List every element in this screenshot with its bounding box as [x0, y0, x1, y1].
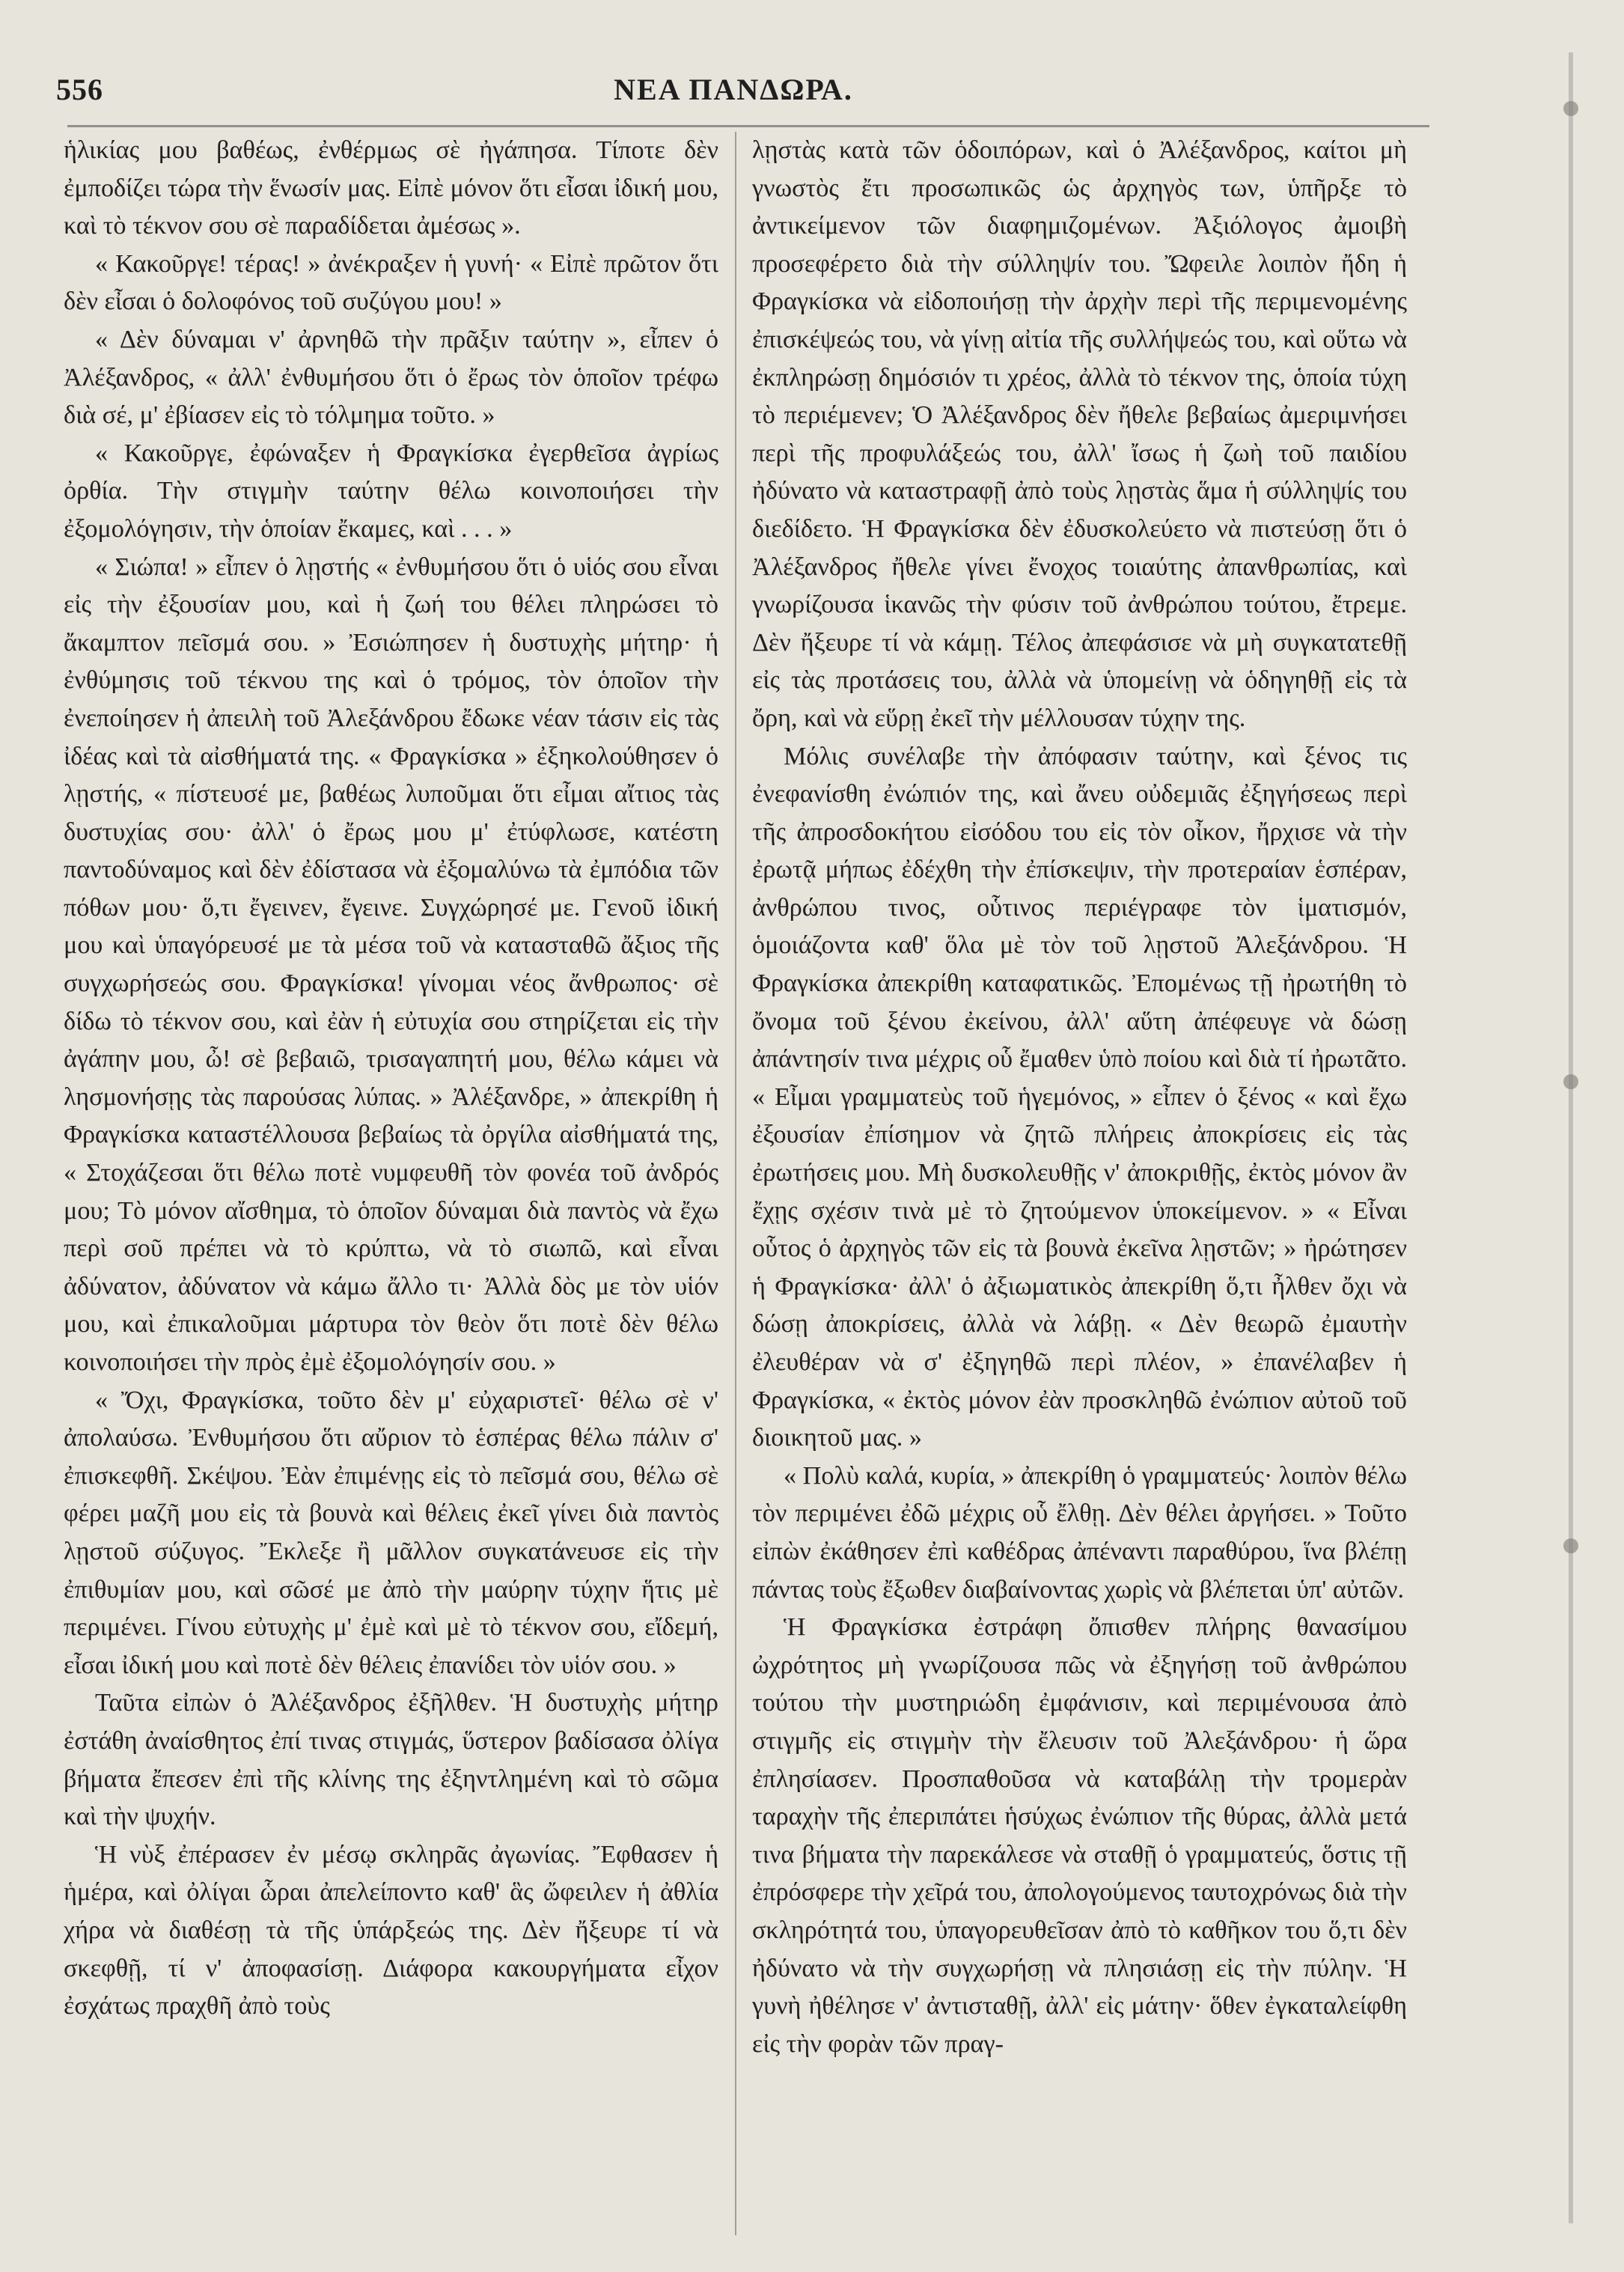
left-paragraph-4: « Κακοῦργε, ἐφώναξεν ἡ Φραγκίσκα ἐγερθεῖσα ἀγρίως ὀρθία. Τὴν στιγμὴν ταύτην θέλω κοινοποιήσει τὴν ἐξομολόγησιν, τὴν ὁποίαν ἔκαμες, καὶ . . . »: [64, 439, 718, 543]
page-number: 556: [56, 73, 103, 106]
left-column: [64, 132, 718, 2235]
running-title: ΝΕΑ ΠΑΝΔΩΡΑ.: [614, 73, 853, 106]
left-paragraph-3: « Δὲν δύναμαι ν' ἀρνηθῶ τὴν πρᾶξιν ταύτην », εἶπεν ὁ Ἀλέξανδρος, « ἀλλ' ἐνθυμήσου ὅτι ὁ ἔρως τὸν ὁποῖον τρέφω διὰ σέ, μ' ἐβίασεν εἰς τὸ τόλμημα τοῦτο. »: [64, 325, 718, 430]
left-paragraph-1: ἡλικίας μου βαθέως, ἐνθέρμως σὲ ἠγάπησα. Τίποτε δὲν ἐμποδίζει τώρα τὴν ἕνωσίν μας. Εἰπὲ μόνον ὅτι εἶσαι ἰδική μου, καὶ τὸ τέκνον σου σὲ παραδίδεται ἀμέσως ».: [64, 136, 718, 240]
left-paragraph-5: « Σιώπα! » εἶπεν ὁ λῃστής « ἐνθυμήσου ὅτι ὁ υἱός σου εἶναι εἰς τὴν ἐξουσίαν μου, καὶ ἡ ζωή του θέλει πληρώσει τὸ ἄκαμπτον πεῖσμά σου. » Ἐσιώπησεν ἡ δυστυχὴς μήτηρ· ἡ ἐνθύμησις τοῦ τέκνου της καὶ ὁ τρόμος, τὸν ὁποῖον τὴν ἐνεποίησεν ἡ ἀπειλὴ τοῦ Ἀλεξάνδρου ἔδωκε νέαν τάσιν εἰς τὰς ἰδέας καὶ τὰ αἰσθήματά της. « Φραγκίσκα » ἐξηκολούθησεν ὁ λῃστής, « πίστευσέ με, βαθέως λυποῦμαι ὅτι εἶμαι αἴτιος τὰς δυστυχίας σου· ἀλλ' ὁ ἔρως μου μ' ἐτύφλωσε, κατέστη παντοδύναμος καὶ δὲν ἐδίστασα νὰ ἐξομαλύνω τὰ ἐμπόδια τῶν πόθων μου· ὅ,τι ἔγεινεν, ἔγεινε. Συγχώρησέ με. Γενοῦ ἰδική μου καὶ ὑπαγόρευσέ με τὰ μέσα τοῦ νὰ κατασταθῶ ἄξιος τῆς συγχωρήσεώς σου. Φραγκίσκα! γίνομαι νέος ἄνθρωπος· σὲ δίδω τὸ τέκνον σου, καὶ ἐὰν ἡ εὐτυχία σου στηρίζεται εἰς τὴν ἀγάπην μου, ὦ! σὲ βεβαιῶ, τρισαγαπητή μου, θέλω κάμει νὰ λησμονήσῃς τὰς παρούσας λύπας. » Ἀλέξανδρε, » ἀπεκρίθη ἡ Φραγκίσκα καταστέλλουσα βεβαίως τὰ ὀργίλα αἰσθήματά της, « Στοχάζεσαι ὅτι θέλω ποτὲ νυμφευθῆ τὸν φονέα τοῦ ἀνδρός μου; Τὸ μόνον αἴσθημα, τὸ ὁποῖον δύναμαι διὰ παντὸς νὰ ἔχω περὶ σοῦ πρέπει νὰ τὸ κρύπτω, νὰ τὸ σιωπῶ, καὶ εἶναι ἀδύνατον, ἀδύνατον νὰ κάμω ἄλλο τι· Ἀλλὰ δὸς με τὸν υἱόν μου, καὶ ἐπικαλοῦμαι μάρτυρα τὸν θεὸν ὅτι ποτὲ δὲν θέλω κοινοποιήσει τὴν πρὸς ἐμὲ ἐξομολόγησίν σου. »: [64, 552, 718, 1376]
right-paragraph-2: Μόλις συνέλαβε τὴν ἀπόφασιν ταύτην, καὶ ξένος τις ἐνεφανίσθη ἐνώπιόν της, καὶ ἄνευ οὐδεμιᾶς ἐξηγήσεως περὶ τῆς ἀπροσδοκήτου εἰσόδου του εἰς τὸν οἶκον, ἤρχισε νὰ τὴν ἐρωτᾷ μήπως ἐδέχθη τὴν ἐπίσκεψιν, τὴν προτεραίαν ἑσπέραν, ἀνθρώπου τινος, οὗτινος περιέγραφε τὸν ἱματισμόν, ὁμοιάζοντα καθ' ὅλα μὲ τὸν τοῦ λῃστοῦ Ἀλεξάνδρου. Ἡ Φραγκίσκα ἀπεκρίθη καταφατικῶς. Ἐπομένως τῇ ἠρωτήθη τὸ ὄνομα τοῦ ξένου ἐκείνου, ἀλλ' αὕτη ἀπέφευγε νὰ δώσῃ ἀπάντησίν τινα μέχρις οὗ ἔμαθεν ὑπὸ ποίου καὶ διὰ τί ἠρωτᾶτο. « Εἶμαι γραμματεὺς τοῦ ἡγεμόνος, » εἶπεν ὁ ξένος « καὶ ἔχω ἐξουσίαν ἐπίσημον νὰ ζητῶ πλήρεις ἀποκρίσεις εἰς τὰς ἐρωτήσεις μου. Μὴ δυσκολευθῇς ν' ἀποκριθῇς, ἐκτὸς μόνον ἂν ἔχῃς σχέσιν τινὰ μὲ τὸ ζητούμενον ὑποκείμενον. » « Εἶναι οὗτος ὁ ἀρχηγὸς τῶν εἰς τὰ βουνὰ ἐκεῖνα λῃστῶν; » ἠρώτησεν ἡ Φραγκίσκα· ἀλλ' ὁ ἀξιωματικὸς ἀπεκρίθη ὅ,τι ἦλθεν ὄχι νὰ δώσῃ ἀποκρίσεις, ἀλλὰ νὰ λάβῃ. « Δὲν θεωρῶ ἐμαυτὴν ἐλευθέραν νὰ σ' ἐξηγηθῶ περὶ πλέον, » ἐπανέλαβεν ἡ Φραγκίσκα, « ἐκτὸς μόνον ἐὰν προσκληθῶ ἐνώπιον αὐτοῦ τοῦ διοικητοῦ μας. »: [752, 742, 1407, 1452]
right-column: [752, 132, 1407, 2235]
left-paragraph-2: « Κακοῦργε! τέρας! » ἀνέκραξεν ἡ γυνή· « Εἰπὲ πρῶτον ὅτι δὲν εἶσαι ὁ δολοφόνος τοῦ συζύγου μου! »: [64, 249, 718, 316]
binding-hole-2: [1563, 1074, 1578, 1089]
right-paragraph-4: Ἡ Φραγκίσκα ἐστράφη ὄπισθεν πλήρης θανασίμου ὠχρότητος μὴ γνωρίζουσα πῶς νὰ ἐξηγήσῃ τοῦ ἀνθρώπου τούτου τὴν μυστηριώδη ἐμφάνισιν, καὶ περιμένουσα ἀπὸ στιγμῆς εἰς στιγμὴν τὴν ἔλευσιν τοῦ Ἀλεξάνδρου· ἡ ὥρα ἐπλησίασεν. Προσπαθοῦσα νὰ καταβάλῃ τὴν τρομερὰν ταραχὴν τῆς ἐπεριπάτει ἡσύχως ἐνώπιον τῆς θύρας, ἀλλὰ μετά τινα βήματα τὴν παρεκάλεσε νὰ σταθῇ ὁ γραμματεύς, ὅστις τῇ ἐπρόσφερε τὴν χεῖρά του, ἀπολογούμενος ταυτοχρόνως διὰ τὴν σκληρότητά του, ὑπαγορευθεῖσαν ἀπὸ τὸ καθῆκον του ὅ,τι δὲν ἠδύνατο νὰ τὴν συγχωρήσῃ νὰ πλησιάσῃ εἰς τὴν πύλην. Ἡ γυνὴ ἠθέλησε ν' ἀντισταθῇ, ἀλλ' εἰς μάτην· ὅθεν ἐγκαταλείφθη εἰς τὴν φορὰν τῶν πραγ-: [752, 1613, 1407, 2058]
right-paragraph-1: λῃστὰς κατὰ τῶν ὁδοιπόρων, καὶ ὁ Ἀλέξανδρος, καίτοι μὴ γνωστὸς ἔτι προσωπικῶς ὡς ἀρχηγὸς των, ὑπῆρξε τὸ ἀντικείμενον τῶν διαφημιζομένων. Ἀξιόλογος ἀμοιβὴ προσεφέρετο διὰ τὴν σύλληψίν του. Ὤφειλε λοιπὸν ἤδη ἡ Φραγκίσκα νὰ εἰδοποιήσῃ τὴν ἀρχὴν περὶ τῆς περιμενομένης ἐπισκέψεώς του, νὰ γίνῃ αἰτία τῆς συλλήψεώς του, καὶ οὕτω νὰ ἐκπληρώσῃ δημόσιόν τι χρέος, ἀλλὰ τὸ τέκνον της, ὁποία τύχη τὸ περιέμενεν; Ὁ Ἀλέξανδρος δὲν ἤθελε βεβαίως ἀμεριμνήσει περὶ τῆς προφυλάξεώς του, ἀλλ' ἴσως ἡ ζωὴ τοῦ παιδίου ἠδύνατο νὰ καταστραφῇ ἀπὸ τοὺς λῃστὰς ἅμα ἡ σύλληψίς του διεδίδετο. Ἡ Φραγκίσκα δὲν ἐδυσκολεύετο νὰ πιστεύσῃ ὅτι ὁ Ἀλέξανδρος ἤθελε γίνει ἔνοχος τοιαύτης ἀπανθρωπίας, καὶ γνωρίζουσα ἱκανῶς τὴν φύσιν τοῦ ἀνθρώπου τούτου, ἔτρεμε. Δὲν ἤξευρε τί νὰ κάμῃ. Τέλος ἀπεφάσισε νὰ μὴ συγκατατεθῇ εἰς τὰς προτάσεις του, ἀλλὰ νὰ ὑπομείνῃ νὰ ὁδηγηθῇ εἰς τὰ ὄρη, καὶ νὰ εὕρῃ ἐκεῖ τὴν μέλλουσαν τύχην της.: [752, 136, 1407, 732]
header-rule: [67, 125, 1429, 127]
binding-hole-1: [1563, 101, 1578, 116]
right-paragraph-3: « Πολὺ καλά, κυρία, » ἀπεκρίθη ὁ γραμματεύς· λοιπὸν θέλω τὸν περιμένει ἐδῶ μέχρις οὗ ἔλθῃ. Δὲν θέλει ἀργήσει. » Τοῦτο εἰπὼν ἐκάθησεν ἐπὶ καθέδρας ἀπέναντι παραθύρου, ἵνα βλέπῃ πάντας τοὺς ἔξωθεν διαβαίνοντας χωρὶς νὰ βλέπεται ὑπ' αὐτῶν.: [752, 1461, 1407, 1604]
page-header: [56, 58, 1411, 130]
left-paragraph-7: Ταῦτα εἰπὼν ὁ Ἀλέξανδρος ἐξῆλθεν. Ἡ δυστυχὴς μήτηρ ἐστάθη ἀναίσθητος ἐπί τινας στιγμάς, ὕστερον βαδίσασα ὀλίγα βήματα ἔπεσεν ἐπὶ τῆς κλίνης της ἐξηντλημένη καὶ τὸ σῶμα καὶ τὴν ψυχήν.: [64, 1689, 718, 1831]
left-paragraph-8: Ἡ νὺξ ἐπέρασεν ἐν μέσῳ σκληρᾶς ἀγωνίας. Ἔφθασεν ἡ ἡμέρα, καὶ ὀλίγαι ὧραι ἀπελείποντο καθ' ἃς ὤφειλεν ἡ ἀθλία χήρα νὰ διαθέσῃ τὰ τῆς ὑπάρξεώς της. Δὲν ἤξευρε τί νὰ σκεφθῇ, τί ν' ἀποφασίσῃ. Διάφορα κακουργήματα εἶχον ἐσχάτως πραχθῆ ἀπὸ τοὺς: [64, 1840, 718, 2020]
text-columns: [64, 132, 1407, 2235]
binding-hole-3: [1563, 1538, 1578, 1553]
left-paragraph-6: « Ὄχι, Φραγκίσκα, τοῦτο δὲν μ' εὐχαριστεῖ· θέλω σὲ ν' ἀπολαύσω. Ἐνθυμήσου ὅτι αὔριον τὸ ἑσπέρας θέλω πάλιν σ' ἐπισκεφθῆ. Σκέψου. Ἐὰν ἐπιμένῃς εἰς τὸ πεῖσμά σου, θέλω σὲ φέρει μαζῆ μου εἰς τὰ βουνὰ καὶ θέλεις ἐκεῖ γίνει διὰ παντὸς λῃστοῦ σύζυγος. Ἔκλεξε ἢ μᾶλλον συγκατάνευσε εἰς τὴν ἐπιθυμίαν μου, καὶ σῶσέ με ἀπὸ τὴν μαύρην τύχην ἥτις μὲ περιμένει. Γίνου εὐτυχὴς μ' ἐμὲ καὶ μὲ τὸ τέκνον σου, εἴδεμή, εἶσαι ἰδική μου καὶ ποτὲ δὲν θέλεις ἐπανίδει τὸν υἱόν σου. »: [64, 1386, 718, 1679]
binding-edge: [1569, 52, 1573, 2223]
